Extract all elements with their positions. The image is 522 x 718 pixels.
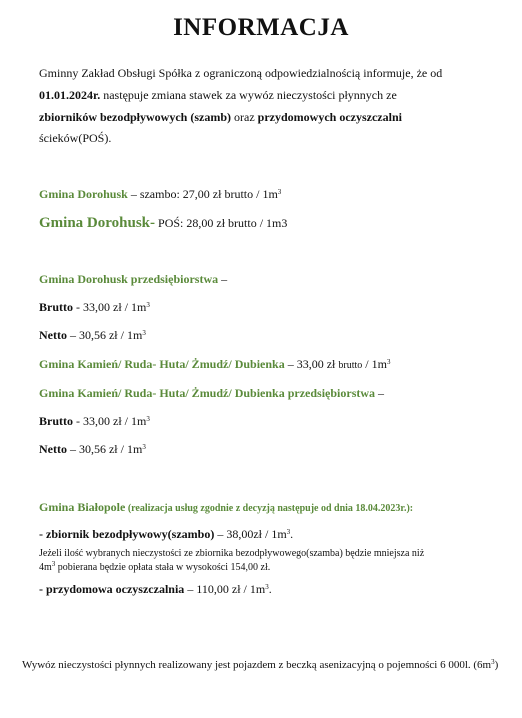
intro-line-4: ścieków(POŚ).: [39, 131, 112, 145]
footer-note: Wywóz nieczystości płynnych realizowany jest pojazdem z beczką asenizacyjną o pojemności 6 000l. $(6m^3)$: [22, 658, 499, 671]
dorohusk-business-heading: Gmina Dorohusk przedsiębiorstwa –: [39, 272, 228, 286]
dorohusk-pos-rate: Gmina Dorohusk- POŚ: 28,00 zł brutto / 1m3: [39, 215, 288, 231]
page-title: INFORMACJA: [173, 14, 349, 41]
intro-date: 01.01.2024r.: [39, 88, 101, 102]
intro-line-3: zbiorników bezodpływowych (szamb) oraz przydomowych oczyszczalni: [39, 110, 402, 124]
kamien-business-netto: Netto – 30,56 zł / $1m^3$: [39, 442, 146, 456]
bialopole-pos-rate: - przydomowa oczyszczalnia – 110,00 zł / $1m^3$.: [39, 582, 272, 596]
dorohusk-business-brutto: Brutto - 33,00 zł / $1m^3$: [39, 300, 150, 314]
intro-line-1: Gminny Zakład Obsługi Spółka z ograniczoną odpowiedzialnością informuje, że od: [39, 66, 443, 80]
dorohusk-business-netto: Netto – 30,56 zł / $1m^3$: [39, 328, 146, 342]
kamien-business-brutto: Brutto - 33,00 zł / $1m^3$: [39, 414, 150, 428]
kamien-rate: Gmina Kamień/ Ruda- Huta/ Żmudź/ Dubienka – 33,00 zł brutto / $1m^3$: [39, 357, 391, 371]
kamien-business-heading: Gmina Kamień/ Ruda- Huta/ Żmudź/ Dubienka przedsiębiorstwa –: [39, 386, 385, 400]
bialopole-minimum-note-2: $4m^3$ pobierana będzie opłata stała w wysokości 154,00 zł.: [39, 560, 271, 573]
bialopole-minimum-note-1: Jeżeli ilość wybranych nieczystości ze zbiornika bezodpływowego(szamba) będzie mniejsza niż: [39, 548, 425, 559]
bialopole-heading: Gmina Białopole (realizacja usług zgodnie z decyzją następuje od dnia 18.04.2023r.):: [39, 500, 414, 514]
intro-line-2: 01.01.2024r. następuje zmiana stawek za wywóz nieczystości płynnych ze: [39, 88, 397, 102]
dorohusk-szambo-rate: Gmina Dorohusk – szambo: 27,00 zł brutto / $1m^3$: [39, 187, 282, 201]
bialopole-szambo-rate: - zbiornik bezodpływowy(szambo) – 38,00zł / $1m^3$.: [39, 527, 294, 541]
